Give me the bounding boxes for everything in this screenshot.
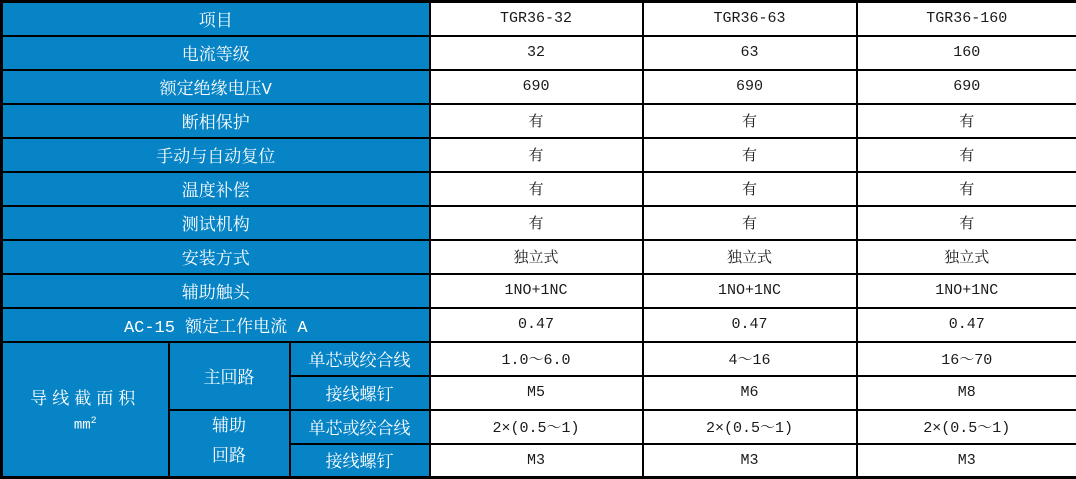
model-header-cell: TGR36-160 xyxy=(857,2,1076,36)
value-cell: 有 xyxy=(857,104,1076,138)
value-cell: M6 xyxy=(643,376,857,410)
screw-label-cell: 接线螺钉 xyxy=(290,376,430,410)
value-cell: 0.47 xyxy=(430,308,643,342)
aux-circuit-cell xyxy=(169,410,290,478)
value-cell: 有 xyxy=(430,104,643,138)
row-label-cell: 电流等级 xyxy=(2,36,430,70)
conductor-unit: $mm^2$ xyxy=(3,416,168,434)
value-cell: 690 xyxy=(857,70,1076,104)
item-header-cell: 项目 xyxy=(2,2,430,36)
value-cell: 0.47 xyxy=(857,308,1076,342)
value-cell: 63 xyxy=(643,36,857,70)
value-cell: 1NO+1NC xyxy=(857,274,1076,308)
value-cell: 0.47 xyxy=(643,308,857,342)
value-cell: 有 xyxy=(643,172,857,206)
wire-type-cell: 单芯或绞合线 xyxy=(290,342,430,376)
screw-label-cell: 接线螺钉 xyxy=(290,444,430,478)
value-cell: 有 xyxy=(643,138,857,172)
value-cell: 160 xyxy=(857,36,1076,70)
value-cell: 2×(0.5～1) xyxy=(643,410,857,444)
value-cell: 16～70 xyxy=(857,342,1076,376)
wire-type-cell: 单芯或绞合线 xyxy=(290,410,430,444)
main-circuit-cell: 主回路 xyxy=(169,342,290,410)
table-row-phase-failure-protection xyxy=(2,104,1076,138)
model-header-cell: TGR36-32 xyxy=(430,2,643,36)
row-label-cell: 测试机构 xyxy=(2,206,430,240)
table-row-insulation-voltage xyxy=(2,70,1076,104)
value-cell: M8 xyxy=(857,376,1076,410)
model-header-cell: TGR36-63 xyxy=(643,2,857,36)
row-label-cell: 安装方式 xyxy=(2,240,430,274)
value-cell: M3 xyxy=(643,444,857,478)
value-cell: 独立式 xyxy=(643,240,857,274)
value-cell: 690 xyxy=(430,70,643,104)
table-row-main-wire xyxy=(2,342,1076,376)
value-cell: 1.0～6.0 xyxy=(430,342,643,376)
value-cell: 独立式 xyxy=(857,240,1076,274)
value-cell: 有 xyxy=(643,104,857,138)
value-cell: M5 xyxy=(430,376,643,410)
row-label-cell: 温度补偿 xyxy=(2,172,430,206)
table-row-ac15-rated-current xyxy=(2,308,1076,342)
table-row-current-grade xyxy=(2,36,1076,70)
row-label-cell: 辅助触头 xyxy=(2,274,430,308)
value-cell: 有 xyxy=(430,138,643,172)
table-row-temperature-compensation xyxy=(2,172,1076,206)
value-cell: 32 xyxy=(430,36,643,70)
table-row-auxiliary-contacts xyxy=(2,274,1076,308)
value-cell: 有 xyxy=(430,172,643,206)
value-cell: 2×(0.5～1) xyxy=(430,410,643,444)
value-cell: 有 xyxy=(857,206,1076,240)
aux-circuit-name-line1: 辅助 xyxy=(170,413,289,443)
value-cell: 独立式 xyxy=(430,240,643,274)
conductor-title: 导线截面积 xyxy=(3,384,168,410)
value-cell: 4～16 xyxy=(643,342,857,376)
value-cell: M3 xyxy=(430,444,643,478)
table-row-manual-auto-reset xyxy=(2,138,1076,172)
value-cell: 有 xyxy=(430,206,643,240)
table-row-mounting-type xyxy=(2,240,1076,274)
value-cell: 690 xyxy=(643,70,857,104)
row-label-cell: AC-15 额定工作电流 A xyxy=(2,308,430,342)
header-row xyxy=(2,2,1076,36)
row-label-cell: 断相保护 xyxy=(2,104,430,138)
row-label-cell: 额定绝缘电压V xyxy=(2,70,430,104)
value-cell: 1NO+1NC xyxy=(430,274,643,308)
value-cell: 1NO+1NC xyxy=(643,274,857,308)
conductor-title-cell xyxy=(2,342,169,478)
row-label-cell: 手动与自动复位 xyxy=(2,138,430,172)
value-cell: 2×(0.5～1) xyxy=(857,410,1076,444)
value-cell: 有 xyxy=(643,206,857,240)
table-row-test-mechanism xyxy=(2,206,1076,240)
value-cell: M3 xyxy=(857,444,1076,478)
aux-circuit-name-line2: 回路 xyxy=(170,443,289,473)
value-cell: 有 xyxy=(857,138,1076,172)
value-cell: 有 xyxy=(857,172,1076,206)
